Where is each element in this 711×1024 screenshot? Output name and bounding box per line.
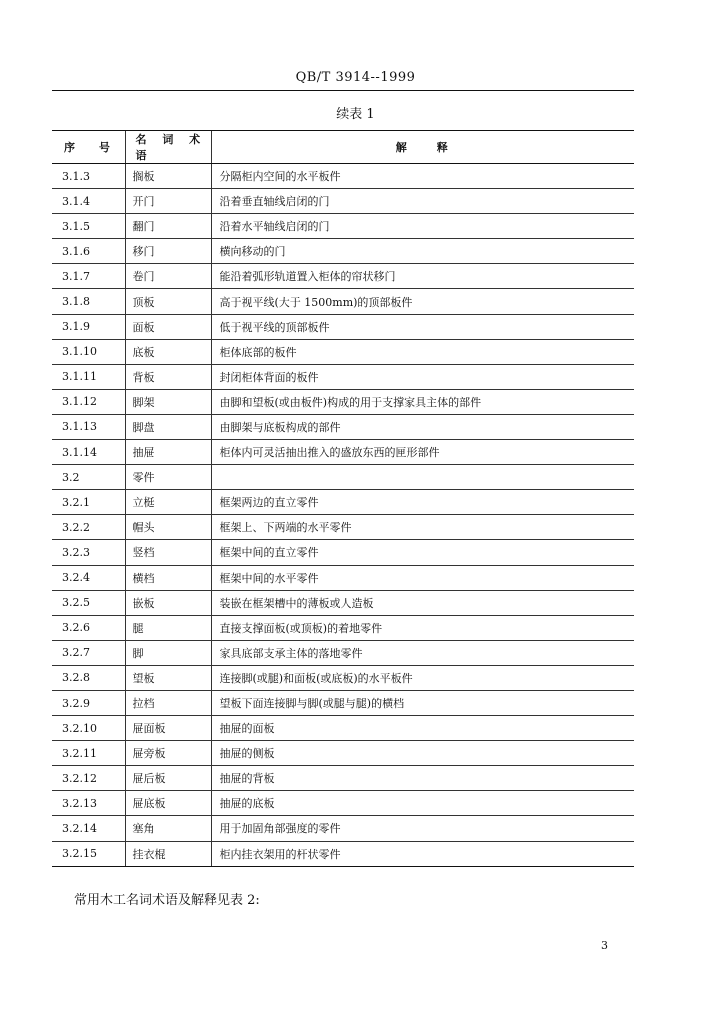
header-rule	[52, 90, 634, 91]
row-explanation: 低于视平线的顶部板件	[211, 314, 634, 339]
table-row	[52, 414, 634, 439]
row-explanation: 柜体底部的板件	[211, 339, 634, 364]
row-number: 3.1.14	[52, 440, 125, 465]
table-row	[52, 164, 634, 189]
table-row	[52, 490, 634, 515]
row-explanation: 由脚架与底板构成的部件	[211, 414, 634, 439]
row-number: 3.1.11	[52, 364, 125, 389]
row-explanation: 沿着垂直轴线启闭的门	[211, 189, 634, 214]
row-term: 屉面板	[125, 716, 211, 741]
column-header-explanation	[211, 131, 634, 164]
table-row	[52, 816, 634, 841]
row-term: 底板	[125, 339, 211, 364]
row-number: 3.2.11	[52, 741, 125, 766]
row-number: 3.2.6	[52, 615, 125, 640]
table-row	[52, 465, 634, 490]
table-title: 续表 1	[336, 107, 375, 122]
row-explanation: 框架中间的直立零件	[211, 540, 634, 565]
row-term: 开门	[125, 189, 211, 214]
row-number: 3.2.4	[52, 565, 125, 590]
row-explanation: 横向移动的门	[211, 239, 634, 264]
row-term: 横档	[125, 565, 211, 590]
row-term: 帽头	[125, 515, 211, 540]
row-explanation: 抽屉的底板	[211, 791, 634, 816]
row-term: 拉档	[125, 690, 211, 715]
row-number: 3.2.8	[52, 665, 125, 690]
row-explanation: 连接脚(或腿)和面板(或底板)的水平板件	[211, 665, 634, 690]
table-body	[52, 164, 634, 867]
row-term: 脚	[125, 640, 211, 665]
table-row	[52, 766, 634, 791]
row-number: 3.1.4	[52, 189, 125, 214]
row-number: 3.2.14	[52, 816, 125, 841]
row-term: 脚盘	[125, 414, 211, 439]
row-term: 搁板	[125, 164, 211, 189]
row-term: 屉后板	[125, 766, 211, 791]
row-explanation: 沿着水平轴线启闭的门	[211, 214, 634, 239]
row-term: 挂衣棍	[125, 841, 211, 866]
row-term: 屉旁板	[125, 741, 211, 766]
row-number: 3.2.1	[52, 490, 125, 515]
row-term: 竖档	[125, 540, 211, 565]
column-header-explanation-a: 解	[395, 141, 409, 154]
row-number: 3.2.13	[52, 791, 125, 816]
row-explanation: 直接支撑面板(或顶板)的着地零件	[211, 615, 634, 640]
row-term: 塞角	[125, 816, 211, 841]
row-term: 嵌板	[125, 590, 211, 615]
table-row	[52, 565, 634, 590]
row-number: 3.2.15	[52, 841, 125, 866]
table-row	[52, 314, 634, 339]
row-term: 腿	[125, 615, 211, 640]
row-explanation: 抽屉的面板	[211, 716, 634, 741]
table-row	[52, 339, 634, 364]
row-number: 3.2	[52, 465, 125, 490]
table-row	[52, 264, 634, 289]
table-row	[52, 364, 634, 389]
row-explanation: 框架中间的水平零件	[211, 565, 634, 590]
column-header-term: 名 词 术 语	[125, 131, 211, 164]
row-explanation: 望板下面连接脚与脚(或腿与腿)的横档	[211, 690, 634, 715]
standard-code: QB/T 3914--1999	[295, 70, 416, 85]
row-number: 3.1.10	[52, 339, 125, 364]
row-term: 顶板	[125, 289, 211, 314]
row-number: 3.2.10	[52, 716, 125, 741]
row-number: 3.2.2	[52, 515, 125, 540]
table-row	[52, 214, 634, 239]
table-row	[52, 389, 634, 414]
table-row	[52, 515, 634, 540]
row-explanation: 抽屉的背板	[211, 766, 634, 791]
row-explanation	[211, 465, 634, 490]
footnote: 常用木工名词术语及解释见表 2:	[74, 893, 260, 908]
row-term: 卷门	[125, 264, 211, 289]
row-explanation: 家具底部支承主体的落地零件	[211, 640, 634, 665]
row-explanation: 装嵌在框架槽中的薄板或人造板	[211, 590, 634, 615]
row-number: 3.2.5	[52, 590, 125, 615]
table-row	[52, 590, 634, 615]
column-header-explanation-b: 释	[436, 141, 450, 154]
table-row	[52, 741, 634, 766]
row-number: 3.1.6	[52, 239, 125, 264]
terms-table	[52, 130, 634, 867]
row-term: 翻门	[125, 214, 211, 239]
row-term: 望板	[125, 665, 211, 690]
row-explanation: 柜内挂衣架用的杆状零件	[211, 841, 634, 866]
table-row	[52, 440, 634, 465]
table-row	[52, 540, 634, 565]
row-number: 3.1.12	[52, 389, 125, 414]
row-term: 抽屉	[125, 440, 211, 465]
row-term: 脚架	[125, 389, 211, 414]
row-number: 3.2.9	[52, 690, 125, 715]
row-explanation: 高于视平线(大于 1500mm)的顶部板件	[211, 289, 634, 314]
row-term: 背板	[125, 364, 211, 389]
table-row	[52, 239, 634, 264]
row-term: 面板	[125, 314, 211, 339]
table-row	[52, 189, 634, 214]
row-explanation: 柜体内可灵活抽出推入的盛放东西的匣形部件	[211, 440, 634, 465]
row-number: 3.1.3	[52, 164, 125, 189]
table-header-row	[52, 131, 634, 164]
row-explanation: 封闭柜体背面的板件	[211, 364, 634, 389]
row-number: 3.2.7	[52, 640, 125, 665]
row-explanation: 框架两边的直立零件	[211, 490, 634, 515]
row-number: 3.2.12	[52, 766, 125, 791]
table-row	[52, 615, 634, 640]
row-explanation: 能沿着弧形轨道置入柜体的帘状移门	[211, 264, 634, 289]
row-explanation: 用于加固角部强度的零件	[211, 816, 634, 841]
table-row	[52, 791, 634, 816]
row-number: 3.1.9	[52, 314, 125, 339]
table-row	[52, 716, 634, 741]
table-row	[52, 640, 634, 665]
row-number: 3.1.7	[52, 264, 125, 289]
row-term: 零件	[125, 465, 211, 490]
row-explanation: 抽屉的侧板	[211, 741, 634, 766]
row-term: 屉底板	[125, 791, 211, 816]
table-row	[52, 665, 634, 690]
row-term: 立梃	[125, 490, 211, 515]
row-term: 移门	[125, 239, 211, 264]
table-row	[52, 289, 634, 314]
column-header-number: 序 号	[52, 131, 125, 164]
row-explanation: 由脚和望板(或由板件)构成的用于支撑家具主体的部件	[211, 389, 634, 414]
page-number: 3	[601, 939, 608, 952]
row-number: 3.1.13	[52, 414, 125, 439]
table-row	[52, 841, 634, 866]
table-row	[52, 690, 634, 715]
row-explanation: 分隔柜内空间的水平板件	[211, 164, 634, 189]
row-number: 3.1.5	[52, 214, 125, 239]
row-number: 3.2.3	[52, 540, 125, 565]
row-explanation: 框架上、下两端的水平零件	[211, 515, 634, 540]
row-number: 3.1.8	[52, 289, 125, 314]
